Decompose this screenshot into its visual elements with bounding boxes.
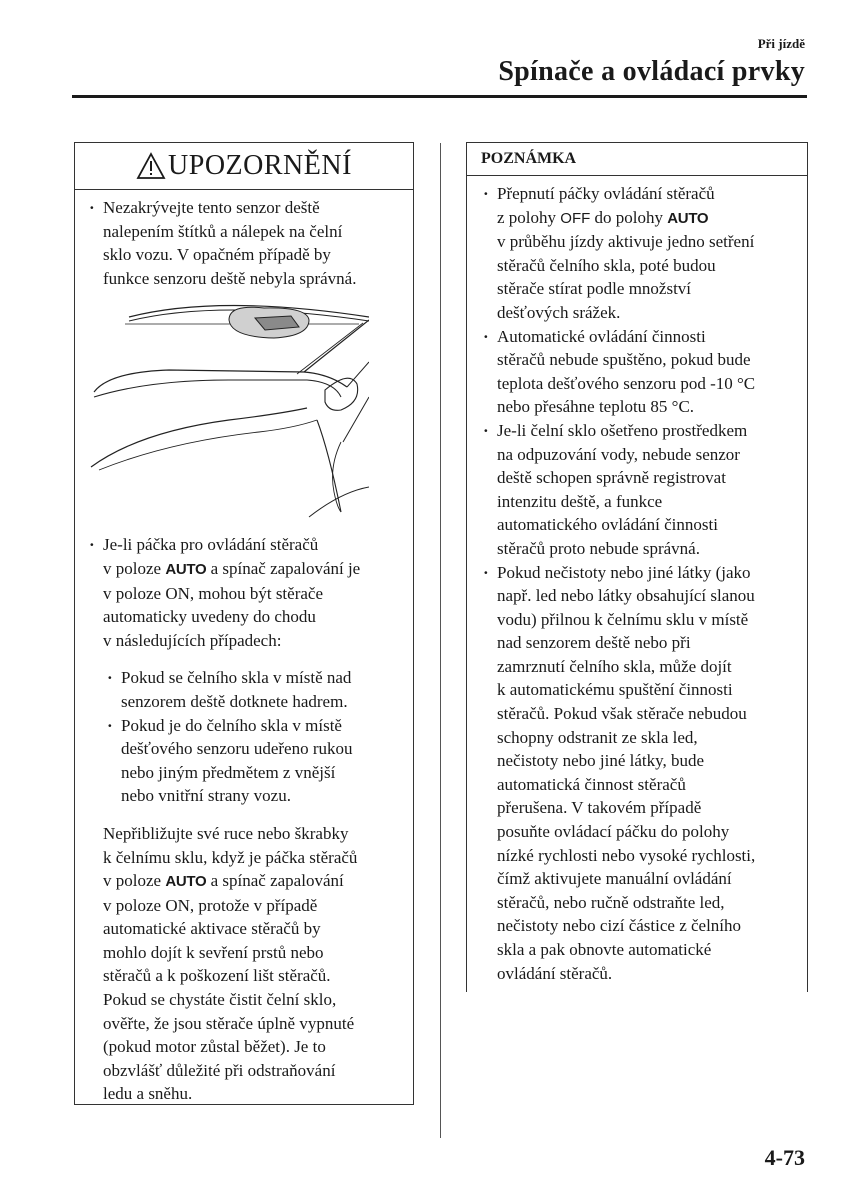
off-mark: OFF: [560, 209, 591, 227]
warning-paragraph-hands: Nepřibližujte své ruce nebo škrabky k čelnímu sklu, když je páčka stěračů v poloze AUTO a spínač zapalování v poloze ON, protože v případě automatické aktivace stěračů by mohlo dojít k sevření prstů nebo stěračů a k poškození lišt stěračů. Pokud se chystáte čistit čelní sklo, ověřte, že jsou stěrače úplně vypnuté (pokud motor zůstal běžet). Je to obzvlášť důležité při odstraňování ledu a sněhu.: [103, 823, 358, 1104]
warning-title: UPOZORNĚNÍ: [168, 150, 352, 181]
warning-sub-bullet-cloth: · Pokud se čelního skla v místě nad senzorem deště dotknete hadrem.: [107, 666, 403, 713]
windshield-rain-sensor-illustration: [79, 292, 369, 527]
warning-box: [74, 142, 414, 1105]
page-title: Spínače a ovládací prvky: [498, 56, 805, 87]
note-bullet-temperature: · Automatické ovládání činnosti stěračů nebude spuštěno, pokud bude teplota dešťového senzoru pod -10 °C nebo přesáhne teplotu 85 °C.: [483, 325, 799, 419]
auto-mark: AUTO: [165, 560, 207, 578]
note-bullet-dirt-ice: · Pokud nečistoty nebo jiné látky (jako např. led nebo látky obsahující slanou vodu) přilnou k čelnímu sklu v místě nad senzorem deště nebo při zamrznutí čelního skla, může dojít k automatickému spuštění činnosti stěračů. Pokud však stěrače nebudou schopny odstranit ze skla led, nečistoty nebo jiné látky, bude automatická činnost stěračů přerušena. V takovém případě posuňte ovládací páčku do polohy nízké rychlosti nebo vysoké rychlosti, čímž aktivujete manuální ovládání stěračů, nebo ručně odstraňte led, nečistoty nebo cizí částice z čelního skla a pak obnovte automatické ovládání stěračů.: [483, 561, 799, 986]
section-label: Při jízdě: [757, 36, 805, 51]
warning-sub-bullet-impact: · Pokud je do čelního skla v místě dešťového senzoru udeřeno rukou nebo jiným předmětem z vnější nebo vnitřní strany vozu.: [107, 714, 403, 808]
note-bullet-water-repellent: · Je-li čelní sklo ošetřeno prostředkem na odpuzování vody, nebude senzor deště schopen správně registrovat intenzitu deště, a funkce automatického ovládání činnosti stěračů proto nebude správná.: [483, 419, 799, 561]
column-divider: [440, 143, 441, 1138]
warning-triangle-icon: [136, 152, 166, 180]
note-bullet-off-auto: · Přepnutí páčky ovládání stěračů z polohy OFF do polohy AUTO v průběhu jízdy aktivuje jedno setření stěračů čelního skla, poté budou stěrače stírat podle množství dešťových srážek.: [483, 182, 799, 325]
note-header: POZNÁMKA: [466, 142, 808, 176]
warning-header: [75, 143, 413, 190]
auto-mark: AUTO: [667, 209, 709, 227]
page-number: 4-73: [764, 1145, 805, 1170]
warning-bullet-auto: · Je-li páčka pro ovládání stěračů v poloze AUTO a spínač zapalování je v poloze ON, mohou být stěrače automaticky uvedeny do chodu v následujících případech:: [89, 533, 403, 652]
auto-mark: AUTO: [165, 873, 207, 891]
header-rule: [72, 95, 807, 98]
note-box: [466, 142, 808, 992]
warning-bullet-sensor: · Nezakrývejte tento senzor deště nalepením štítků a nálepek na čelní sklo vozu. V opačném případě by funkce senzoru deště nebyla správná.: [89, 196, 403, 290]
